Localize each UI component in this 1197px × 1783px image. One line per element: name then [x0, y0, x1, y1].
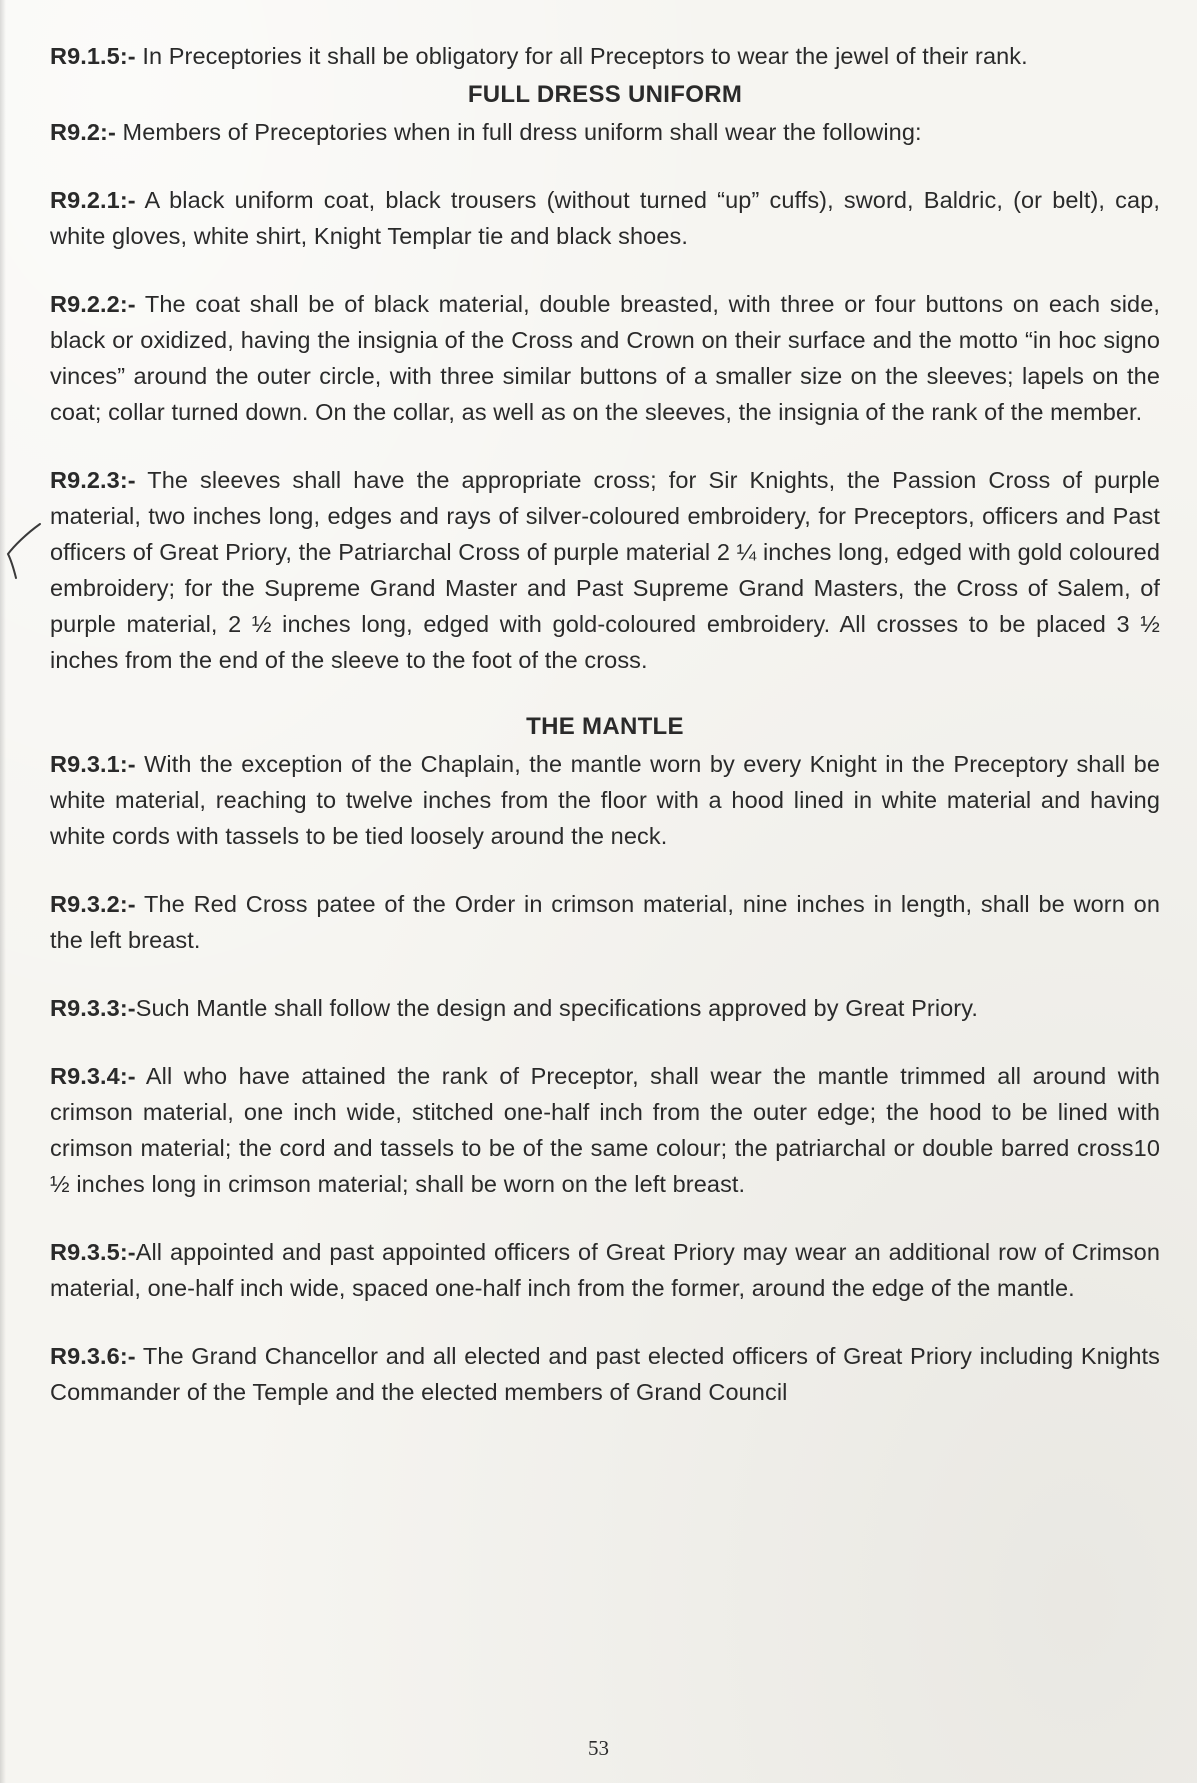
regulation-number: R9.3.2:- — [50, 891, 136, 917]
regulation-paragraph — [50, 990, 1160, 1026]
regulation-text: Such Mantle shall follow the design and specifications approved by Great Priory. — [135, 995, 978, 1021]
regulation-text: All appointed and past appointed officers of Great Priory may wear an additional row of Crimson material, one-half inch wide, spaced one-half inch from the former, around the edge of the mantle. — [50, 1239, 1160, 1301]
regulation-text: All who have attained the rank of Preceptor, shall wear the mantle trimmed all around with crimson material, one inch wide, stitched one-half inch from the outer edge; the hood to be lined with crimson material; the cord and tassels to be of the same colour; the patriarchal or double barred cross10 ½ inches long in crimson material; shall be worn on the left breast. — [50, 1063, 1160, 1197]
document-body — [50, 38, 1160, 1442]
regulation-text: The coat shall be of black material, double breasted, with three or four buttons on each side, black or oxidized, having the insignia of the Cross and Crown on their surface and the motto “in hoc signo vinces” around the outer circle, with three similar buttons of a smaller size on the sleeves; lapels on the coat; collar turned down. On the collar, as well as on the sleeves, the insignia of the rank of the member. — [50, 291, 1160, 425]
regulation-text: In Preceptories it shall be obligatory for all Preceptors to wear the jewel of their rank. — [135, 43, 1028, 69]
section-heading: FULL DRESS UNIFORM — [467, 81, 743, 108]
page-edge-shadow — [0, 0, 6, 1783]
regulation-text: A black uniform coat, black trousers (without turned “up” cuffs), sword, Baldric, (or belt), cap, white gloves, white shirt, Knight Templar tie and black shoes. — [50, 187, 1160, 249]
regulation-paragraph — [50, 1234, 1160, 1306]
regulation-number: R9.2.1:- — [50, 187, 136, 213]
page-number: 53 — [588, 1736, 609, 1760]
regulation-number: R9.3.3:- — [50, 995, 136, 1021]
regulation-paragraph — [50, 1058, 1160, 1202]
regulation-number: R9.1.5:- — [50, 43, 136, 69]
regulation-text: With the exception of the Chaplain, the mantle worn by every Knight in the Preceptory shall be white material, reaching to twelve inches from the floor with a hood lined in white material and having white cords with tassels to be tied loosely around the neck. — [50, 751, 1160, 849]
regulation-paragraph — [50, 1338, 1160, 1410]
regulation-text: The sleeves shall have the appropriate cross; for Sir Knights, the Passion Cross of purple material, two inches long, edges and rays of silver-coloured embroidery, for Preceptors, officers and Past officers of Great Priory, the Patriarchal Cross of purple material 2 ¼ inches long, edged with gold coloured embroidery; for the Supreme Grand Master and Past Supreme Grand Masters, the Cross of Salem, of purple material, 2 ½ inches long, edged with gold-coloured embroidery. All crosses to be placed 3 ½ inches from the end of the sleeve to the foot of the cross. — [50, 467, 1160, 673]
regulation-paragraph — [50, 38, 1160, 74]
regulation-number: R9.2.2:- — [50, 291, 136, 317]
regulation-paragraph — [50, 886, 1160, 958]
regulation-number: R9.3.6:- — [50, 1343, 136, 1369]
regulation-paragraph — [50, 286, 1160, 430]
regulation-paragraph — [50, 114, 1160, 150]
regulation-paragraph — [50, 462, 1160, 678]
regulation-paragraph — [50, 746, 1160, 854]
regulation-paragraph — [50, 182, 1160, 254]
regulation-number: R9.3.1:- — [50, 751, 136, 777]
section-heading: THE MANTLE — [526, 713, 684, 740]
regulation-text: The Grand Chancellor and all elected and past elected officers of Great Priory including Knights Commander of the Temple and the elected members of Grand Council — [50, 1343, 1160, 1405]
regulation-text: The Red Cross patee of the Order in crimson material, nine inches in length, shall be worn on the left breast. — [50, 891, 1160, 953]
regulation-number: R9.3.4:- — [50, 1063, 136, 1089]
regulation-number: R9.2:- — [50, 119, 116, 145]
regulation-number: R9.2.3:- — [50, 467, 136, 493]
regulation-number: R9.3.5:- — [50, 1239, 136, 1265]
margin-pen-mark — [4, 520, 44, 580]
regulation-text: Members of Preceptories when in full dress uniform shall wear the following: — [115, 119, 922, 145]
